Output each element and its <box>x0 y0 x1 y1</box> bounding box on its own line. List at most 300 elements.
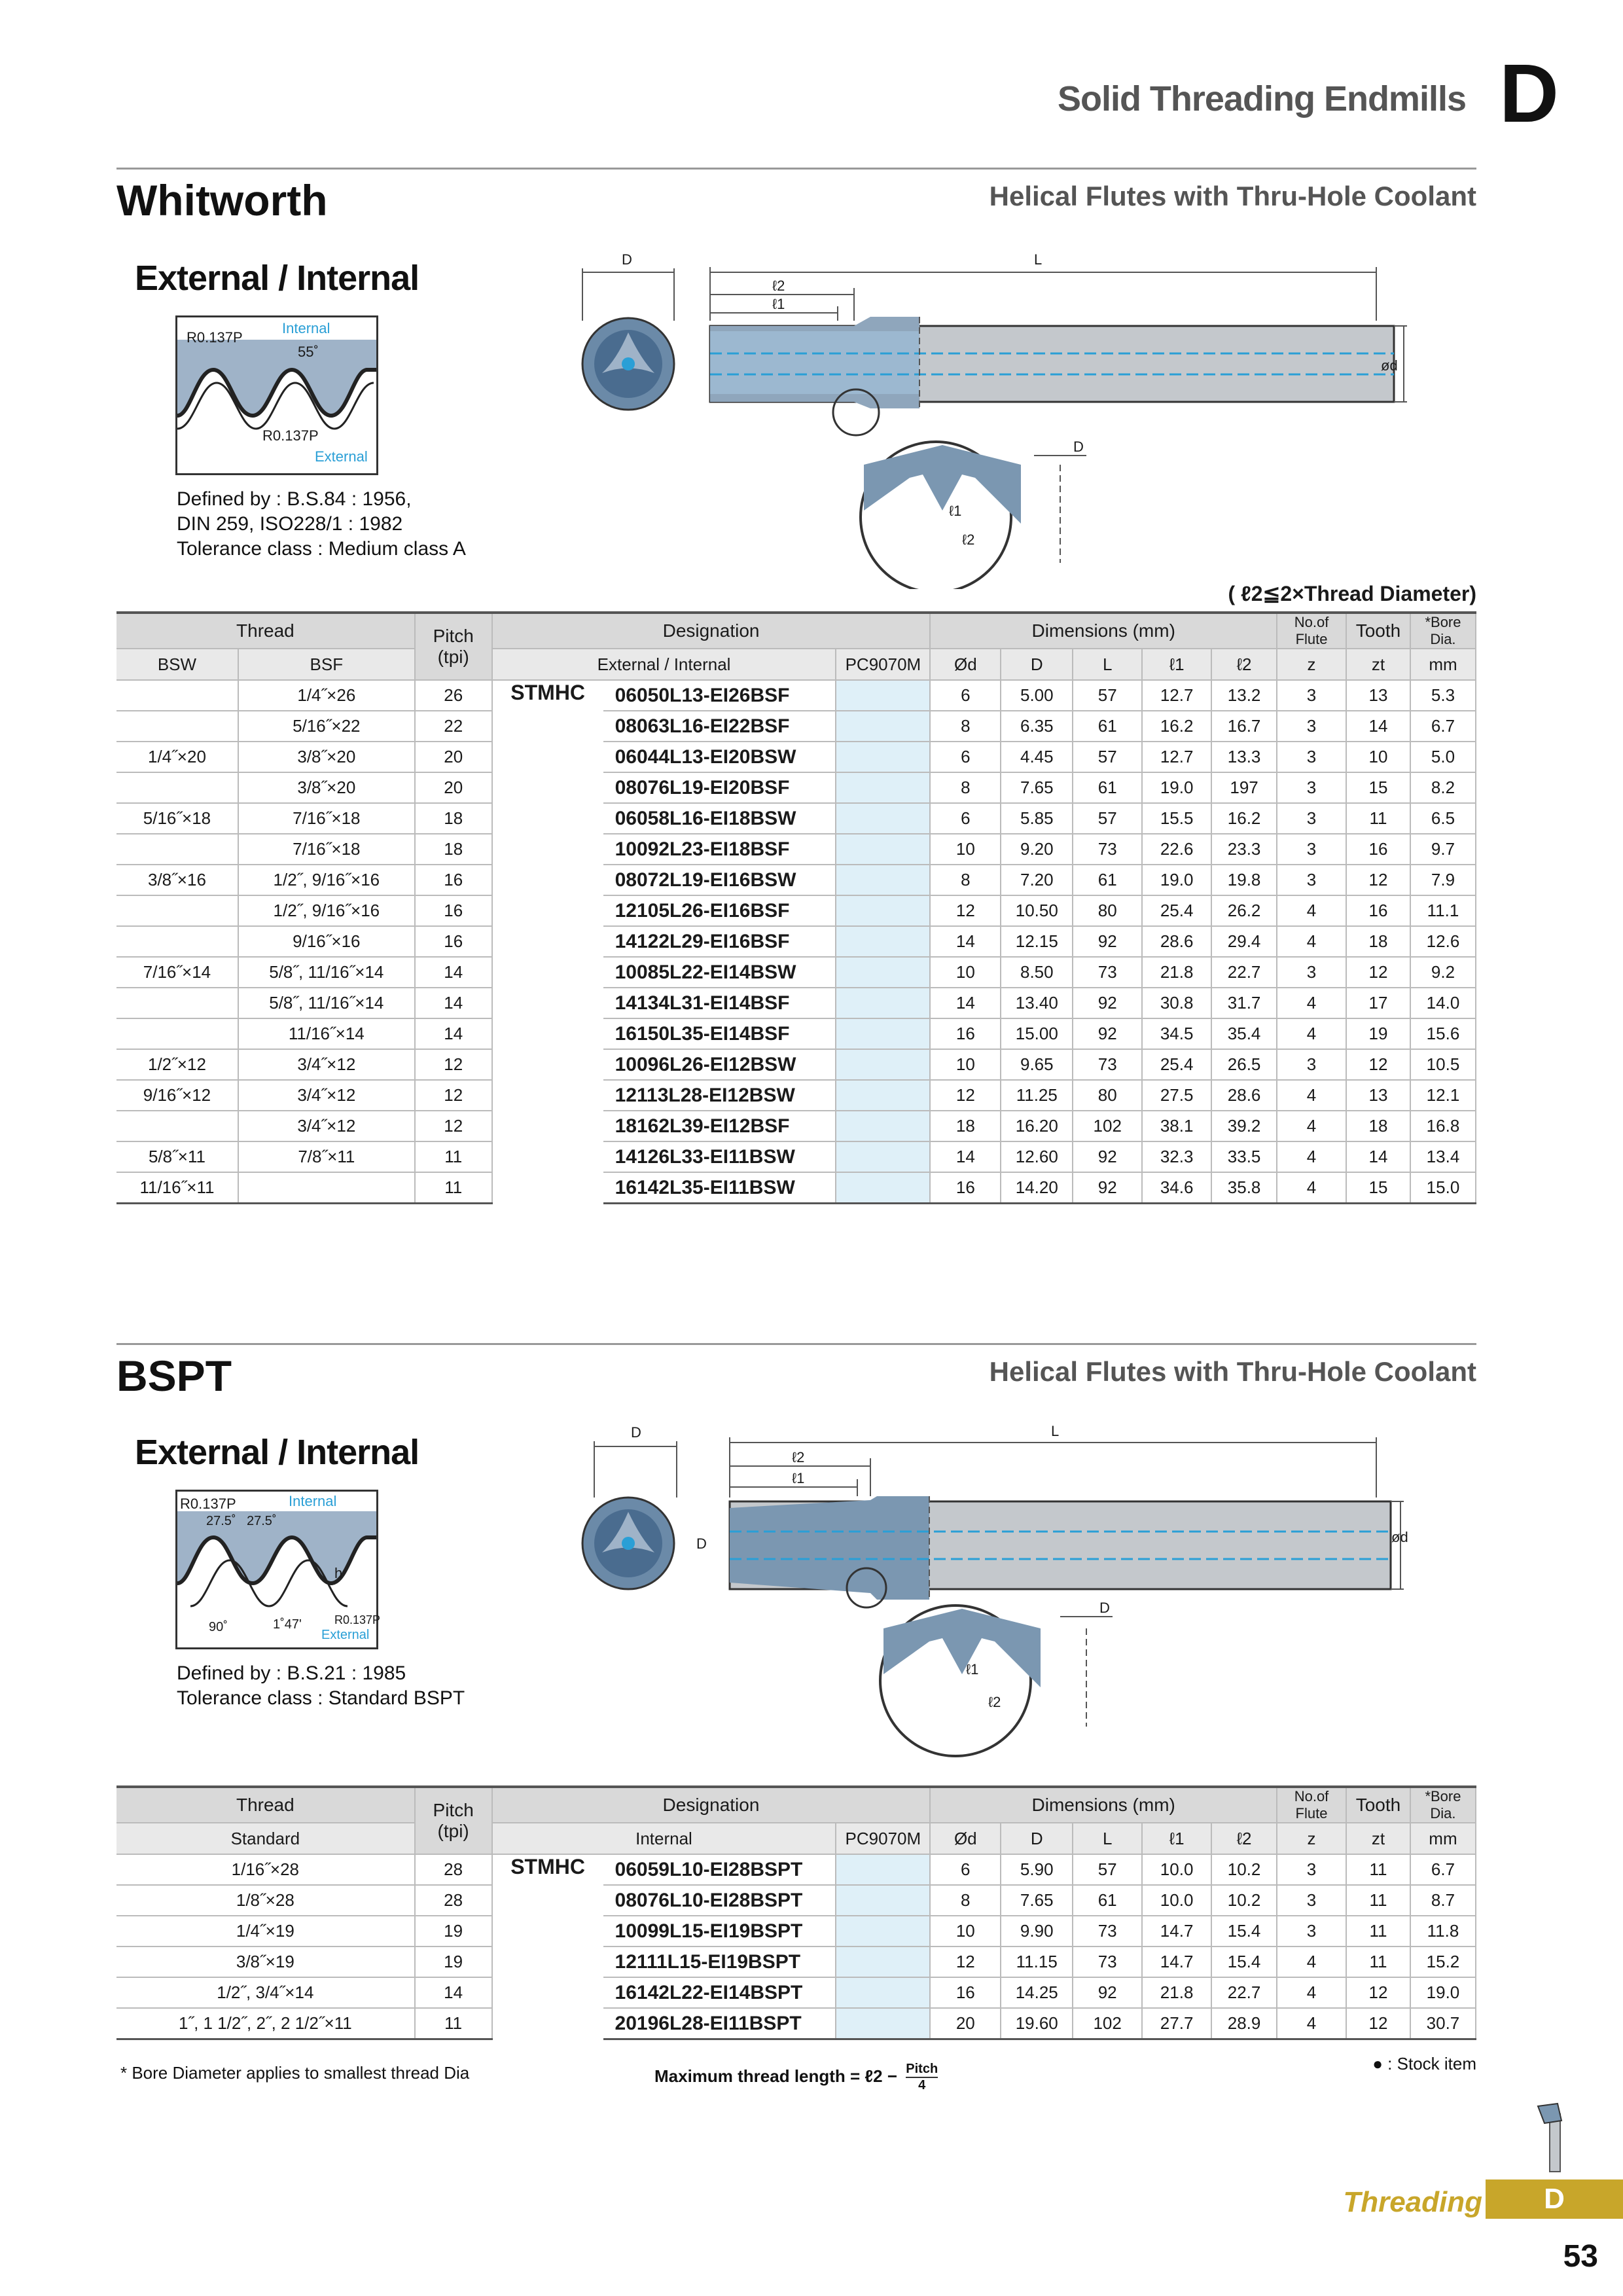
bspt-table-body <box>116 1854 1476 2039</box>
cell-zt: 12 <box>1346 1049 1410 1080</box>
cell-bsw <box>116 926 238 957</box>
cell-z: 3 <box>1277 1049 1346 1080</box>
cell-l1: 38.1 <box>1142 1111 1211 1141</box>
profile-label-internal: Internal <box>282 320 330 336</box>
cell-stock <box>836 988 930 1018</box>
cell-zt: 13 <box>1346 1080 1410 1111</box>
cell-pitch: 19 <box>415 1946 492 1977</box>
th-od: Ød <box>930 649 1001 680</box>
cell-l2: 33.5 <box>1211 1141 1277 1172</box>
cell-D: 10.50 <box>1001 895 1073 926</box>
cell-z: 3 <box>1277 803 1346 834</box>
cell-designation: 20196L28-EI11BSPT <box>603 2008 836 2039</box>
cell-bsf: 5/8˝, 11/16˝×14 <box>238 957 415 988</box>
cell-L: 61 <box>1073 711 1142 742</box>
table-row <box>116 988 1476 1018</box>
cell-D: 9.65 <box>1001 1049 1073 1080</box>
cell-bsf: 9/16˝×16 <box>238 926 415 957</box>
th-designation: Designation <box>492 1787 931 1823</box>
cell-stock <box>836 1172 930 1204</box>
cell-L: 92 <box>1073 1977 1142 2008</box>
bspt-drawing-svg <box>576 1419 1427 1759</box>
cell-l1: 25.4 <box>1142 1049 1211 1080</box>
cell-standard: 1/4˝×19 <box>116 1916 415 1946</box>
cell-z: 3 <box>1277 957 1346 988</box>
cell-z: 4 <box>1277 1018 1346 1049</box>
cell-D: 19.60 <box>1001 2008 1073 2039</box>
cell-zt: 10 <box>1346 742 1410 772</box>
cell-l2: 22.7 <box>1211 957 1277 988</box>
cell-bore: 8.7 <box>1410 1885 1476 1916</box>
cell-stock <box>836 1885 930 1916</box>
table-row <box>116 957 1476 988</box>
cell-l2: 22.7 <box>1211 1977 1277 2008</box>
drawing-detail-D: D <box>1073 439 1084 455</box>
bspt-drawing-L: L <box>1051 1423 1060 1439</box>
cell-z: 4 <box>1277 926 1346 957</box>
th-extint: External / Internal <box>492 649 836 680</box>
drawing-detail-l2: ℓ2 <box>962 531 975 548</box>
table-row <box>116 1111 1476 1141</box>
cell-designation: 16150L35-EI14BSF <box>603 1018 836 1049</box>
cell-l2: 15.4 <box>1211 1946 1277 1977</box>
cell-L: 57 <box>1073 803 1142 834</box>
cell-D: 16.20 <box>1001 1111 1073 1141</box>
cell-l1: 27.5 <box>1142 1080 1211 1111</box>
cell-pitch: 14 <box>415 1977 492 2008</box>
bspt-header-row <box>116 1787 1476 1823</box>
header-rule <box>116 168 1476 170</box>
bspt-profile-label-internal: Internal <box>289 1493 337 1509</box>
cell-l2: 16.7 <box>1211 711 1277 742</box>
cell-zt: 13 <box>1346 680 1410 711</box>
header-title: Solid Threading Endmills <box>1057 79 1466 118</box>
th-flute: No.of Flute <box>1277 1787 1346 1823</box>
cell-zt: 12 <box>1346 1977 1410 2008</box>
th-l1: ℓ1 <box>1142 1823 1211 1854</box>
th-mm: mm <box>1410 649 1476 680</box>
cell-designation: 06058L16-EI18BSW <box>603 803 836 834</box>
cell-L: 61 <box>1073 772 1142 803</box>
cell-designation: 08072L19-EI16BSW <box>603 865 836 895</box>
cell-D: 5.85 <box>1001 803 1073 834</box>
th-D: D <box>1001 649 1073 680</box>
cell-L: 73 <box>1073 834 1142 865</box>
defined-line: Tolerance class : Standard BSPT <box>177 1687 465 1709</box>
table-row <box>116 926 1476 957</box>
bspt-drawing-detail-l2: ℓ2 <box>988 1694 1001 1710</box>
cell-zt: 15 <box>1346 772 1410 803</box>
cell-bore: 11.1 <box>1410 895 1476 926</box>
cell-bore: 7.9 <box>1410 865 1476 895</box>
th-flute: No.of Flute <box>1277 613 1346 649</box>
drawing-l1: ℓ1 <box>772 296 785 312</box>
cell-D: 12.15 <box>1001 926 1073 957</box>
cell-pitch: 16 <box>415 895 492 926</box>
cell-pitch: 28 <box>415 1885 492 1916</box>
bspt-thread-profile <box>175 1490 381 1649</box>
page-number: 53 <box>1563 2239 1598 2274</box>
th-zt: zt <box>1346 649 1410 680</box>
cell-od: 20 <box>930 2008 1001 2039</box>
cell-z: 3 <box>1277 772 1346 803</box>
cell-l1: 25.4 <box>1142 895 1211 926</box>
cell-bsf: 5/16˝×22 <box>238 711 415 742</box>
cell-l2: 23.3 <box>1211 834 1277 865</box>
cell-bsf: 1/2˝, 9/16˝×16 <box>238 895 415 926</box>
cell-L: 73 <box>1073 1946 1142 1977</box>
cell-bore: 5.3 <box>1410 680 1476 711</box>
cell-L: 61 <box>1073 865 1142 895</box>
tab-threading-label: Threading <box>1343 2186 1482 2218</box>
cell-bore: 15.6 <box>1410 1018 1476 1049</box>
cell-pitch: 11 <box>415 2008 492 2039</box>
table-row <box>116 742 1476 772</box>
cell-zt: 18 <box>1346 1111 1410 1141</box>
cell-designation: 10092L23-EI18BSF <box>603 834 836 865</box>
cell-standard: 1˝, 1 1/2˝, 2˝, 2 1/2˝×11 <box>116 2008 415 2039</box>
cell-bsf <box>238 1172 415 1204</box>
cell-bore: 19.0 <box>1410 1977 1476 2008</box>
cell-l1: 14.7 <box>1142 1916 1211 1946</box>
cell-bore: 13.4 <box>1410 1141 1476 1172</box>
cell-L: 92 <box>1073 1172 1142 1204</box>
cell-D: 9.90 <box>1001 1916 1073 1946</box>
cell-pitch: 18 <box>415 803 492 834</box>
cell-od: 6 <box>930 1854 1001 1885</box>
defined-line: Tolerance class : Medium class A <box>177 538 466 560</box>
cell-bore: 9.7 <box>1410 834 1476 865</box>
cell-zt: 18 <box>1346 926 1410 957</box>
cell-bore: 12.6 <box>1410 926 1476 957</box>
whitworth-table-body <box>116 680 1476 1204</box>
cell-pitch: 20 <box>415 742 492 772</box>
cell-D: 5.00 <box>1001 680 1073 711</box>
cell-od: 16 <box>930 1977 1001 2008</box>
cell-stock <box>836 680 930 711</box>
cell-l2: 19.8 <box>1211 865 1277 895</box>
cell-designation: 06050L13-EI26BSF <box>603 680 836 711</box>
cell-bsw <box>116 772 238 803</box>
cell-designation: 14126L33-EI11BSW <box>603 1141 836 1172</box>
th-pitch <box>415 613 492 680</box>
th-tooth: Tooth <box>1346 1787 1410 1823</box>
table-row <box>116 1172 1476 1204</box>
cell-z: 3 <box>1277 742 1346 772</box>
cell-stock <box>836 803 930 834</box>
cell-od: 10 <box>930 834 1001 865</box>
cell-zt: 11 <box>1346 1916 1410 1946</box>
cell-standard: 1/16˝×28 <box>116 1854 415 1885</box>
bspt-profile-label-external: External <box>321 1628 370 1642</box>
pitch-fraction-den: 4 <box>918 2078 926 2092</box>
bspt-subtitle: Helical Flutes with Thru-Hole Coolant <box>989 1356 1476 1387</box>
cell-pitch: 18 <box>415 834 492 865</box>
cell-L: 102 <box>1073 1111 1142 1141</box>
cell-stock <box>836 1916 930 1946</box>
cell-L: 73 <box>1073 1049 1142 1080</box>
cell-bsf: 3/8˝×20 <box>238 742 415 772</box>
cell-designation: 16142L22-EI14BSPT <box>603 1977 836 2008</box>
cell-zt: 19 <box>1346 1018 1410 1049</box>
cell-pitch: 20 <box>415 772 492 803</box>
cell-L: 80 <box>1073 895 1142 926</box>
table-row <box>116 1080 1476 1111</box>
bspt-table <box>116 1785 1476 2040</box>
whitworth-table <box>116 611 1476 1204</box>
cell-standard: 1/2˝, 3/4˝×14 <box>116 1977 415 2008</box>
cell-pitch: 12 <box>415 1111 492 1141</box>
cell-l1: 12.7 <box>1142 680 1211 711</box>
th-zt: zt <box>1346 1823 1410 1854</box>
cell-pitch: 22 <box>415 711 492 742</box>
section-letter: D <box>1499 47 1559 139</box>
cell-l2: 35.8 <box>1211 1172 1277 1204</box>
cell-pitch: 12 <box>415 1080 492 1111</box>
cell-l2: 39.2 <box>1211 1111 1277 1141</box>
cell-od: 6 <box>930 742 1001 772</box>
cell-bore: 6.7 <box>1410 711 1476 742</box>
th-tpi-label: (tpi) <box>437 647 469 667</box>
bspt-profile-label-bottom: R0.137P <box>334 1613 381 1626</box>
cell-od: 10 <box>930 1049 1001 1080</box>
cell-zt: 11 <box>1346 1854 1410 1885</box>
cell-standard: 3/8˝×19 <box>116 1946 415 1977</box>
cell-bsf: 7/16˝×18 <box>238 834 415 865</box>
cell-bsw <box>116 680 238 711</box>
cell-L: 73 <box>1073 1916 1142 1946</box>
bspt-ext-int: External / Internal <box>135 1433 419 1472</box>
drawing-detail-l1: ℓ1 <box>949 503 962 519</box>
th-thread: Thread <box>116 1787 415 1823</box>
cell-z: 4 <box>1277 1977 1346 2008</box>
cell-l1: 15.5 <box>1142 803 1211 834</box>
cell-bore: 16.8 <box>1410 1111 1476 1141</box>
th-z: z <box>1277 1823 1346 1854</box>
cell-zt: 17 <box>1346 988 1410 1018</box>
bspt-profile-h: h <box>334 1565 343 1581</box>
cell-stock <box>836 1049 930 1080</box>
cell-designation: 10099L15-EI19BSPT <box>603 1916 836 1946</box>
cell-stock <box>836 772 930 803</box>
cell-stock <box>836 2008 930 2039</box>
table-row <box>116 1049 1476 1080</box>
th-thread: Thread <box>116 613 415 649</box>
cell-bsw <box>116 988 238 1018</box>
cell-stock <box>836 834 930 865</box>
bore-note: * Bore Diameter applies to smallest thread Dia <box>120 2063 470 2083</box>
drawing-L: L <box>1034 251 1043 268</box>
cell-od: 14 <box>930 988 1001 1018</box>
cell-z: 4 <box>1277 1172 1346 1204</box>
bspt-drawing-l1: ℓ1 <box>792 1470 805 1486</box>
cell-z: 4 <box>1277 1141 1346 1172</box>
th-dimensions: Dimensions (mm) <box>930 1787 1277 1823</box>
profile-label-bottom: R0.137P <box>262 427 319 444</box>
cell-bore: 5.0 <box>1410 742 1476 772</box>
th-D: D <box>1001 1823 1073 1854</box>
table-row <box>116 1946 1476 1977</box>
cell-D: 11.25 <box>1001 1080 1073 1111</box>
cell-l2: 10.2 <box>1211 1885 1277 1916</box>
cell-designation: 12111L15-EI19BSPT <box>603 1946 836 1977</box>
th-pitch-label: Pitch <box>433 1800 474 1820</box>
th-tooth: Tooth <box>1346 613 1410 649</box>
stock-legend: ● : Stock item <box>1372 2054 1476 2073</box>
profile-angle: 55˚ <box>298 344 319 360</box>
cell-l1: 34.5 <box>1142 1018 1211 1049</box>
th-l2: ℓ2 <box>1211 649 1277 680</box>
cell-bore: 14.0 <box>1410 988 1476 1018</box>
cell-zt: 16 <box>1346 834 1410 865</box>
cell-zt: 11 <box>1346 803 1410 834</box>
cell-bsf: 3/4˝×12 <box>238 1111 415 1141</box>
cell-l2: 26.5 <box>1211 1049 1277 1080</box>
profile-label-external: External <box>315 448 368 465</box>
cell-zt: 14 <box>1346 1141 1410 1172</box>
whitworth-title: Whitworth <box>116 176 328 224</box>
table-row <box>116 1854 1476 1885</box>
cell-designation: 12105L26-EI16BSF <box>603 895 836 926</box>
cell-z: 4 <box>1277 1946 1346 1977</box>
cell-od: 12 <box>930 895 1001 926</box>
cell-od: 8 <box>930 1885 1001 1916</box>
cell-l2: 31.7 <box>1211 988 1277 1018</box>
cell-bsf: 7/16˝×18 <box>238 803 415 834</box>
th-mm: mm <box>1410 1823 1476 1854</box>
table-row <box>116 772 1476 803</box>
cell-stock <box>836 1854 930 1885</box>
cell-D: 4.45 <box>1001 742 1073 772</box>
bspt-profile-angle-a: 27.5˚ <box>206 1514 236 1528</box>
whitworth-note: ( ℓ2≦2×Thread Diameter) <box>1228 582 1476 605</box>
cell-l1: 34.6 <box>1142 1172 1211 1204</box>
cell-pitch: 19 <box>415 1916 492 1946</box>
tool-thumbnail-icon <box>1531 2101 1577 2173</box>
cell-bsw: 1/4˝×20 <box>116 742 238 772</box>
cell-z: 4 <box>1277 988 1346 1018</box>
th-pitch-label: Pitch <box>433 626 474 646</box>
cell-bore: 12.1 <box>1410 1080 1476 1111</box>
cell-L: 57 <box>1073 742 1142 772</box>
cell-z: 3 <box>1277 1885 1346 1916</box>
table-row <box>116 803 1476 834</box>
cell-pitch: 11 <box>415 1172 492 1204</box>
bspt-drawing-detail-D: D <box>1099 1600 1110 1616</box>
cell-od: 10 <box>930 1916 1001 1946</box>
cell-z: 3 <box>1277 1916 1346 1946</box>
cell-D: 8.50 <box>1001 957 1073 988</box>
cell-stock <box>836 865 930 895</box>
cell-bore: 8.2 <box>1410 772 1476 803</box>
cell-l1: 16.2 <box>1142 711 1211 742</box>
cell-designation: 08063L16-EI22BSF <box>603 711 836 742</box>
cell-bsw: 9/16˝×12 <box>116 1080 238 1111</box>
cell-l1: 27.7 <box>1142 2008 1211 2039</box>
whitworth-defined <box>177 487 466 562</box>
tab-letter: D <box>1486 2179 1623 2219</box>
cell-pitch: 16 <box>415 865 492 895</box>
cell-prefix: STMHC <box>510 681 586 704</box>
cell-z: 4 <box>1277 895 1346 926</box>
cell-zt: 11 <box>1346 1885 1410 1916</box>
th-bsf: BSF <box>238 649 415 680</box>
cell-prefix: STMHC <box>510 1855 585 1878</box>
bspt-drawing-D2: D <box>696 1535 707 1552</box>
bspt-subheader-row <box>116 1823 1476 1854</box>
cell-l1: 32.3 <box>1142 1141 1211 1172</box>
bspt-defined <box>177 1661 465 1711</box>
profile-label-top: R0.137P <box>187 329 243 346</box>
th-bore: *Bore Dia. <box>1410 613 1476 649</box>
bspt-drawing-detail-l1: ℓ1 <box>966 1661 979 1677</box>
cell-l2: 26.2 <box>1211 895 1277 926</box>
cell-bsw: 11/16˝×11 <box>116 1172 238 1204</box>
cell-od: 14 <box>930 1141 1001 1172</box>
th-standard: Standard <box>116 1823 415 1854</box>
cell-bsw: 7/16˝×14 <box>116 957 238 988</box>
cell-stock <box>836 957 930 988</box>
cell-l1: 22.6 <box>1142 834 1211 865</box>
cell-od: 10 <box>930 957 1001 988</box>
cell-od: 16 <box>930 1018 1001 1049</box>
cell-l1: 28.6 <box>1142 926 1211 957</box>
cell-stock <box>836 1018 930 1049</box>
cell-D: 9.20 <box>1001 834 1073 865</box>
drawing-l2: ℓ2 <box>772 278 785 294</box>
cell-bsw <box>116 895 238 926</box>
cell-bsw: 3/8˝×16 <box>116 865 238 895</box>
bspt-profile-90: 90˚ <box>209 1620 228 1634</box>
cell-bsf: 5/8˝, 11/16˝×14 <box>238 988 415 1018</box>
cell-designation: 08076L19-EI20BSF <box>603 772 836 803</box>
cell-l1: 21.8 <box>1142 1977 1211 2008</box>
cell-bsf: 7/8˝×11 <box>238 1141 415 1172</box>
th-L: L <box>1073 649 1142 680</box>
cell-zt: 15 <box>1346 1172 1410 1204</box>
cell-l1: 10.0 <box>1142 1854 1211 1885</box>
cell-D: 13.40 <box>1001 988 1073 1018</box>
cell-bsf: 11/16˝×14 <box>238 1018 415 1049</box>
cell-bore: 10.5 <box>1410 1049 1476 1080</box>
cell-pitch: 26 <box>415 680 492 711</box>
cell-D: 15.00 <box>1001 1018 1073 1049</box>
cell-bore: 6.7 <box>1410 1854 1476 1885</box>
cell-l2: 13.3 <box>1211 742 1277 772</box>
cell-bore: 15.0 <box>1410 1172 1476 1204</box>
cell-od: 6 <box>930 803 1001 834</box>
cell-l1: 19.0 <box>1142 772 1211 803</box>
cell-pitch: 16 <box>415 926 492 957</box>
cell-stock <box>836 1141 930 1172</box>
cell-designation: 10085L22-EI14BSW <box>603 957 836 988</box>
cell-l2: 35.4 <box>1211 1018 1277 1049</box>
cell-bsw <box>116 1018 238 1049</box>
cell-L: 92 <box>1073 1018 1142 1049</box>
whitworth-tool-drawing <box>576 249 1427 589</box>
cell-pitch: 11 <box>415 1141 492 1172</box>
cell-z: 3 <box>1277 1854 1346 1885</box>
table-row <box>116 1141 1476 1172</box>
bspt-tool-drawing <box>576 1419 1427 1759</box>
cell-pitch: 28 <box>415 1854 492 1885</box>
cell-pitch: 14 <box>415 988 492 1018</box>
table-row <box>116 711 1476 742</box>
th-internal: Internal <box>492 1823 836 1854</box>
cell-z: 4 <box>1277 2008 1346 2039</box>
th-l2: ℓ2 <box>1211 1823 1277 1854</box>
cell-bsw: 5/8˝×11 <box>116 1141 238 1172</box>
